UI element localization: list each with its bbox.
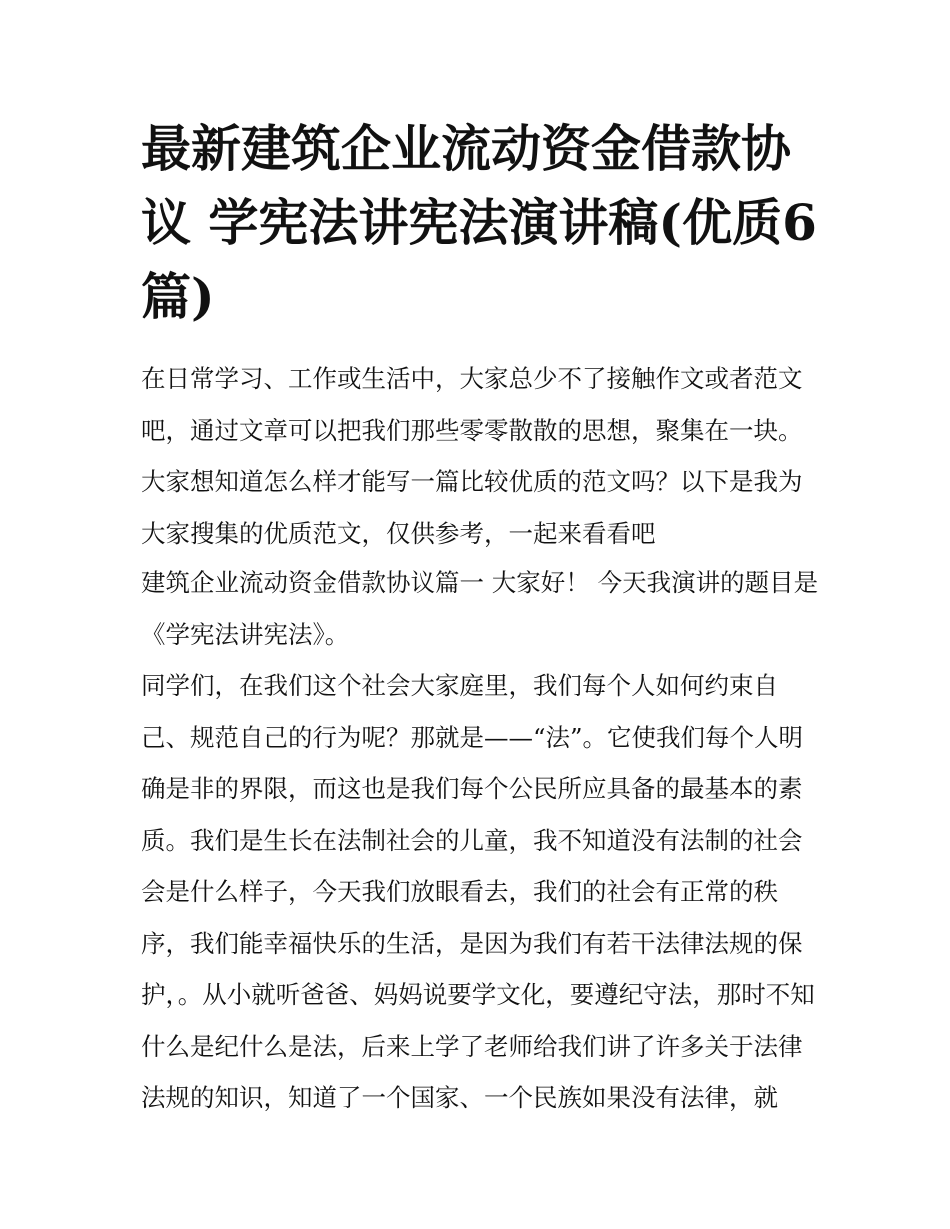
document-title: 最新建筑企业流动资金借款协议 学宪法讲宪法演讲稿(优质6篇) bbox=[141, 119, 817, 326]
intro-paragraph: 在日常学习、工作或生活中，大家总少不了接触作文或者范文吧，通过文章可以把我们那些零零散散的思想，聚集在一块。大家想知道怎么样才能写一篇比较优质的范文吗？以下是我为大家搜集的优质范文，仅供参考，一起来看看吧 bbox=[141, 364, 803, 548]
section-heading-paragraph: 建筑企业流动资金借款协议篇一 大家好！ 今天我演讲的题目是《学宪法讲宪法》。 bbox=[141, 568, 819, 649]
speech-paragraph: 同学们，在我们这个社会大家庭里，我们每个人如何约束自己、规范自己的行为呢？那就是——“法”。它使我们每个人明确是非的界限，而这也是我们每个公民所应具备的最基本的素质。我们是生长在法制社会的儿童，我不知道没有法制的社会会是什么样子，今天我们放眼看去，我们的社会有正常的秩序，我们能幸福快乐的生活，是因为我们有若干法律法规的保护，。从小就听爸爸、妈妈说要学文化，要遵纪守法，那时不知什么是纪什么是法，后来上学了老师给我们讲了许多关于法律法规的知识，知道了一个国家、一个民族如果没有法律，就 bbox=[141, 671, 815, 1112]
